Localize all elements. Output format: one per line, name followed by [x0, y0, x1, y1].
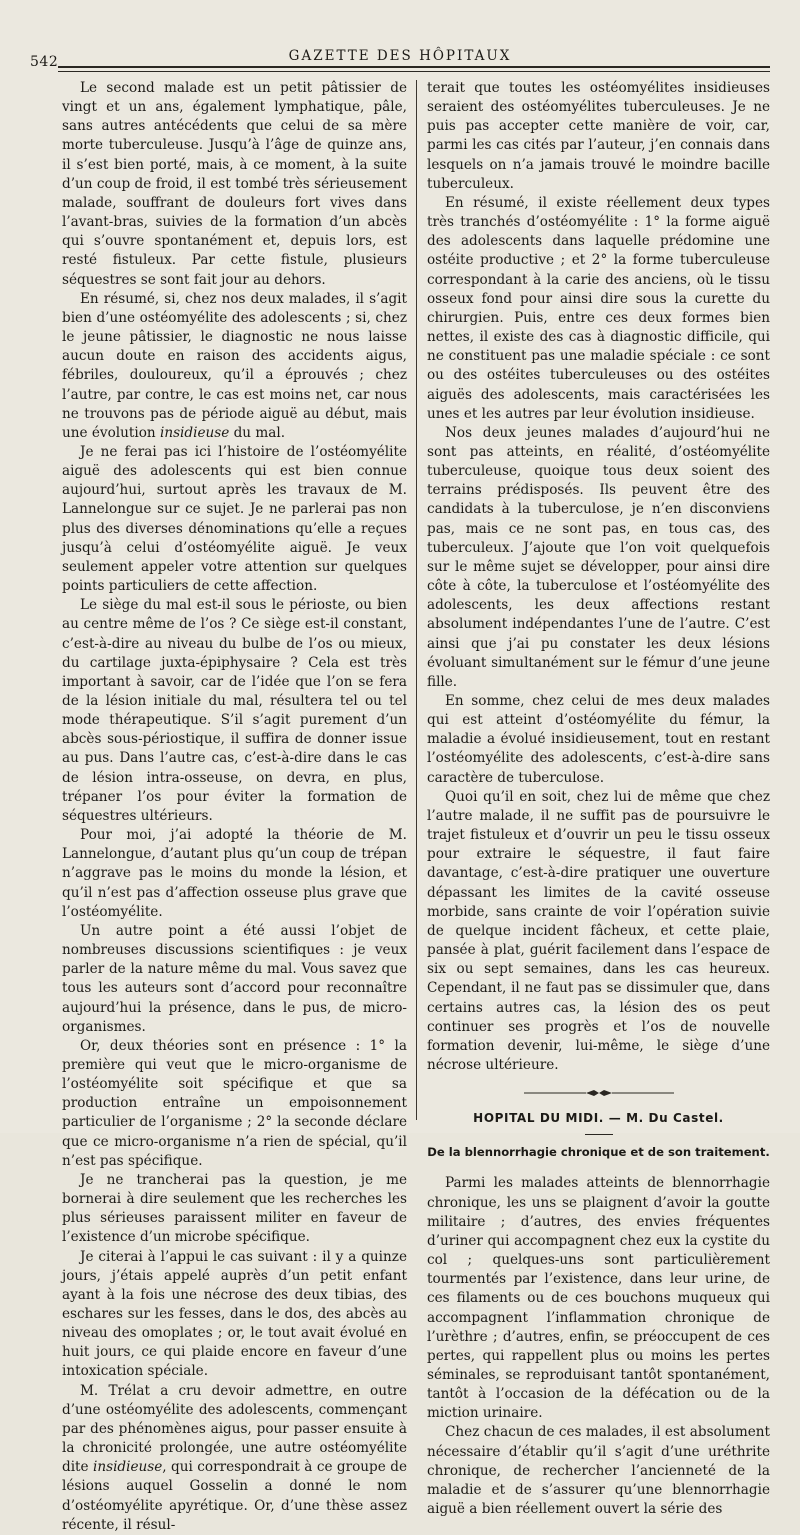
paragraph: Je ne ferai pas ici l’histoire de l’ostéomyélite aiguë des adolescents qui est bien connue aujourd’hui, surtout après les travaux de M. Lannelongue sur ce sujet. Je ne parlerai pas non plus des diverses dénominations qu’elle a reçues jusqu’à celui d’ostéomyélite aiguë. Je veux seulement appeler votre attention sur quelques points particuliers de cette affection.: [62, 443, 407, 595]
header-rule-thick: [58, 66, 770, 68]
paragraph: Parmi les malades atteints de blennorrhagie chronique, les uns se plaignent d’avoir la goutte militaire ; d’autres, des envies fréquentes d’uriner qui accompagnent chez eux la cystite du col ; quelques-uns sont particulièrement tourmentés par l’existence, dans leur urine, de ces filaments ou de ces bouchons muqueux qui accompagnent l’inflammation chronique de l’urèthre ; d’autres, enfin, se préoccupent de ces pertes, qui rappellent plus ou moins les pertes séminales, se reproduisant tantôt spontanément, tantôt à l’occasion de la défécation ou de la miction urinaire.: [427, 1175, 770, 1422]
article-subheading: De la blennorrhagie chronique et de son traitement.: [427, 1145, 770, 1160]
column-separator: [416, 80, 417, 1120]
paragraph: Je citerai à l’appui le cas suivant : il y a quinze jours, j’étais appelé auprès d’un petit enfant ayant à la fois une nécrose des deux tibias, des eschares sur les fesses, dans le dos, des abcès au niveau des omoplates ; or, le tout avait évolué en huit jours, ce qui plaide encore en faveur d’une intoxication spéciale.: [62, 1248, 407, 1380]
paragraph: Un autre point a été aussi l’objet de nombreuses discussions scientifiques : je veux parler de la nature même du mal. Vous savez que tous les auteurs sont d’accord pour reconnaître aujourd’hui la présence, dans le pus, de micro-organismes.: [62, 922, 407, 1035]
paragraph: Pour moi, j’ai adopté la théorie de M. Lannelongue, d’autant plus qu’un coup de trépan n’aggrave pas le moins du monde la lésion, et qu’il n’est pas d’affection osseuse plus grave que l’ostéomyélite.: [62, 827, 407, 920]
paragraph: Le second malade est un petit pâtissier de vingt et un ans, également lymphatique, pâle, sans autres antécédents que celui de sa mère morte tuberculeuse. Jusqu’à l’âge de quinze ans, il s’est bien porté, mais, à ce moment, à la suite d’un coup de froid, il est tombé très sérieusement malade, souffrant de douleurs fort vives dans l’avant-bras, suivies de la formation d’un abcès qui s’ouvre spontanément et, depuis lors, est resté fistuleux. Par cette fistule, plusieurs séquestres se sont fait jour au dehors.: [62, 80, 407, 288]
italic-term: insidieuse: [93, 1459, 163, 1476]
paragraph: En résumé, si, chez nos deux malades, il s’agit bien d’une ostéomyélite des adolescents ; si, chez le jeune pâtissier, le diagnostic ne nous laisse aucun doute en raison des accidents aigus, fébriles, douloureux, qu’il a éprouvés ; chez l’autre, par contre, le cas est moins net, car nous ne trouvons pas de période aiguë au début, mais une évolution insidieuse du mal.: [62, 290, 407, 441]
section-heading: HOPITAL DU MIDI. — M. Du Castel.: [473, 1111, 724, 1126]
paragraph: Or, deux théories sont en présence : 1° la première qui veut que le micro-organisme de l’ostéomyélite soit spécifique et que sa production entraîne un empoisonnement particulier de l’organisme ; 2° la seconde déclare que ce micro-organisme n’a rien de spécial, qu’il n’est pas spécifique.: [62, 1037, 407, 1169]
short-rule: [585, 1134, 613, 1135]
header-rule-thin: [58, 71, 770, 72]
paragraph: Chez chacun de ces malades, il est absolument nécessaire d’établir qu’il s’agit d’une uréthrite chronique, de rechercher l’ancienneté de la maladie et de s’assurer qu’une blennorrhagie aiguë a bien réellement ouvert la série des: [427, 1424, 770, 1518]
paragraph: M. Trélat a cru devoir admettre, en outre d’une ostéomyélite des adolescents, commençant par des phénomènes aigus, pour passer ensuite à la chronicité prolongée, une autre ostéomyélite dite insidieuse, qui correspondrait à ce groupe de lésions auquel Gosselin a donné le nom d’ostéomyélite apyrétique. Or, d’une thèse assez récente, il résul-: [62, 1382, 407, 1533]
page-number: 542: [30, 54, 59, 70]
left-column: [62, 79, 407, 1535]
section-divider-ornament: [524, 1089, 674, 1097]
paragraph: Nos deux jeunes malades d’aujourd’hui ne sont pas atteints, en réalité, d’ostéomyélite tuberculeuse, quoique tous deux soient des terrains prédisposés. Ils peuvent être des candidats à la tuberculose, je n’en disconviens pas, mais ce ne sont pas, en tous cas, des tuberculeux. J’ajoute que l’on voit quelquefois sur le même sujet se développer, pour ainsi dire côte à côte, la tuberculose et l’ostéomyélite des adolescents, les deux affections restant absolument indépendantes l’une de l’autre. C’est ainsi que j’ai pu constater les deux lésions évoluant simultanément sur le fémur d’une jeune fille.: [427, 424, 770, 690]
paragraph: En somme, chez celui de mes deux malades qui est atteint d’ostéomyélite du fémur, la maladie a évolué insidieusement, tout en restant l’ostéomyélite des adolescents, c’est-à-dire sans caractère de tuberculose.: [427, 693, 770, 786]
paragraph: terait que toutes les ostéomyélites insidieuses seraient des ostéomyélites tuberculeuses. Je ne puis pas accepter cette manière de voir, car, parmi les cas cités par l’auteur, j’en connais dans lesquels on n’a jamais trouvé le moindre bacille tuberculeux.: [427, 80, 770, 192]
running-title: GAZETTE DES HÔPITAUX: [288, 48, 512, 64]
paragraph: Quoi qu’il en soit, chez lui de même que chez l’autre malade, il ne suffit pas de poursuivre le trajet fistuleux et d’ouvrir un peu le tissu osseux pour extraire le séquestre, il faut faire davantage, c’est-à-dire pratiquer une ouverture dépassant les limites de la cavité osseuse morbide, sans crainte de voir l’opération suivie de quelque incident fâcheux, et cette plaie, pansée à plat, guérit facilement dans l’espace de six ou sept semaines, dans les cas heureux. Cependant, il ne faut pas se dissimuler que, dans certains autres cas, la lésion des os peut continuer ses progrès et l’os de nouvelle formation devenir, lui-même, le siège d’une nécrose ultérieure.: [427, 788, 770, 1073]
right-column: [427, 79, 770, 1519]
paragraph: Le siège du mal est-il sous le périoste, ou bien au centre même de l’os ? Ce siège est-il constant, c’est-à-dire au niveau du bulbe de l’os ou mieux, du cartilage juxta-épiphysaire ? Cela est très important à savoir, car de l’idée que l’on se fera de la lésion initiale du mal, résultera tel ou tel mode thérapeutique. S’il s’agit purement d’un abcès sous-périostique, il suffira de donner issue au pus. Dans l’autre cas, c’est-à-dire dans le cas de lésion intra-osseuse, on devra, en plus, trépaner l’os pour éviter la formation de séquestres ultérieurs.: [62, 597, 407, 824]
paragraph: En résumé, il existe réellement deux types très tranchés d’ostéomyélite : 1° la forme aiguë des adolescents dans laquelle prédomine une ostéite productive ; et 2° la forme tuberculeuse correspondant à la carie des anciens, où le tissu osseux fond pour ainsi dire sous la curette du chirurgien. Puis, entre ces deux formes bien nettes, il existe des cas à diagnostic difficile, qui ne constituent pas une maladie spéciale : ce sont ou des ostéites tuberculeuses ou des ostéites aiguës des adolescents, mais caractérisées les unes et les autres par leur évolution insidieuse.: [427, 194, 770, 422]
italic-term: insidieuse: [159, 424, 230, 441]
paragraph: Je ne trancherai pas la question, je me bornerai à dire seulement que les recherches les plus sérieuses paraissent militer en faveur de l’existence d’un microbe spécifique.: [62, 1171, 407, 1246]
